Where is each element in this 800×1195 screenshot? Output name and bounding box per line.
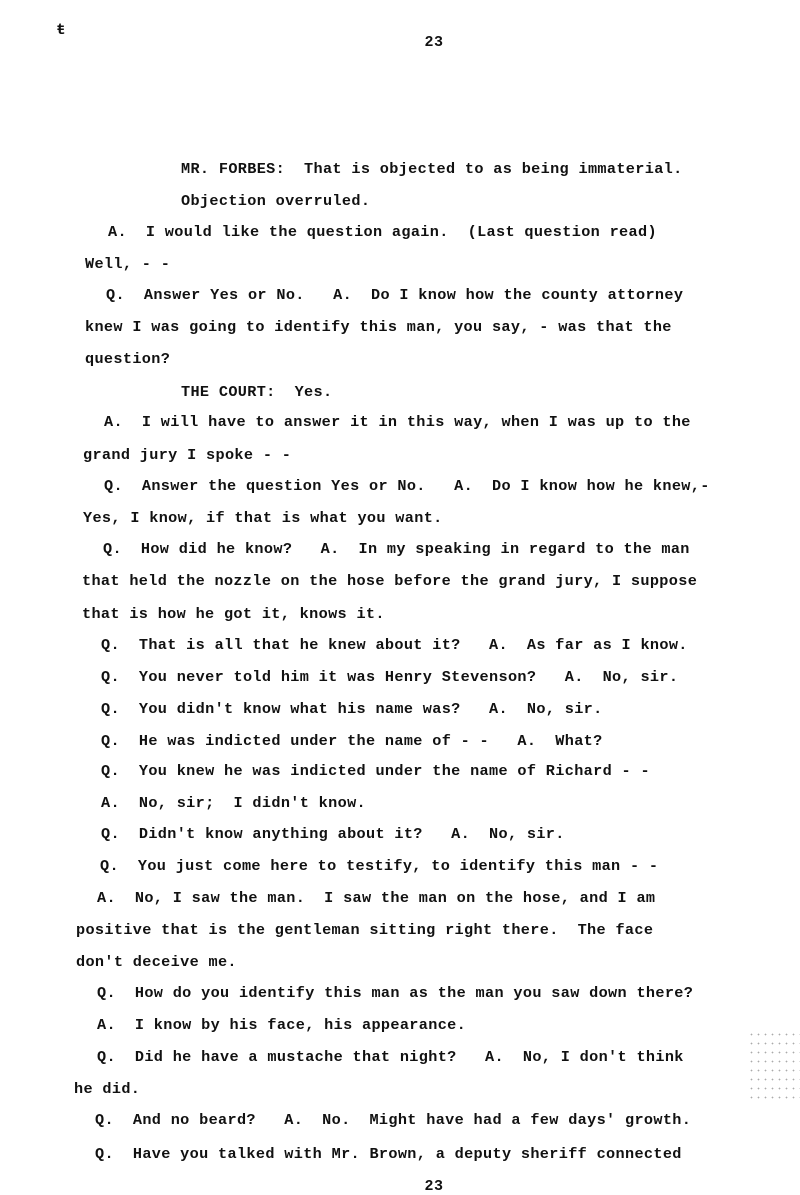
- transcript-line: question?: [85, 350, 171, 368]
- transcript-line: Q. You just come here to testify, to identify this man - -: [100, 857, 659, 875]
- transcript-line: Q. Didn't know anything about it? A. No, sir.: [101, 825, 565, 843]
- transcript-line: positive that is the gentleman sitting right there. The face: [76, 921, 654, 939]
- transcript-line: Q. You knew he was indicted under the name of Richard - -: [101, 762, 650, 780]
- transcript-line: Q. You never told him it was Henry Stevenson? A. No, sir.: [101, 668, 679, 686]
- transcript-line: grand jury I spoke - -: [83, 446, 292, 464]
- transcript-line: A. No, sir; I didn't know.: [101, 794, 366, 812]
- transcript-line: Q. Have you talked with Mr. Brown, a deputy sheriff connected: [95, 1145, 682, 1163]
- transcript-line: A. I would like the question again. (Last question read): [108, 223, 657, 241]
- transcript-line: Objection overruled.: [181, 192, 371, 210]
- transcript-line: Q. Did he have a mustache that night? A. No, I don't think: [97, 1048, 684, 1066]
- transcript-line: don't deceive me.: [76, 953, 237, 971]
- transcript-line: Q. How did he know? A. In my speaking in regard to the man: [103, 540, 690, 558]
- transcript-line: A. I will have to answer it in this way, when I was up to the: [104, 413, 691, 431]
- page-number-top: 23: [424, 34, 444, 51]
- transcript-line: Q. He was indicted under the name of - - A. What?: [101, 732, 603, 750]
- transcript-line: he did.: [74, 1080, 141, 1098]
- transcript-line: Q. And no beard? A. No. Might have had a few days' growth.: [95, 1111, 692, 1129]
- transcript-line: Well, - -: [85, 255, 171, 273]
- transcript-line: Q. Answer the question Yes or No. A. Do I know how he knew,-: [104, 477, 710, 495]
- transcript-line: knew I was going to identify this man, you say, - was that the: [85, 318, 672, 336]
- transcript-line: Q. How do you identify this man as the man you saw down there?: [97, 984, 694, 1002]
- transcript-line: THE COURT: Yes.: [181, 383, 333, 401]
- scan-noise: [748, 1030, 800, 1100]
- transcript-line: Q. You didn't know what his name was? A. No, sir.: [101, 700, 603, 718]
- transcript-line: that held the nozzle on the hose before the grand jury, I suppose: [82, 572, 698, 590]
- transcript-line: MR. FORBES: That is objected to as being immaterial.: [181, 160, 683, 178]
- transcript-line: A. I know by his face, his appearance.: [97, 1016, 467, 1034]
- transcript-line: Yes, I know, if that is what you want.: [83, 509, 443, 527]
- transcript-line: A. No, I saw the man. I saw the man on the hose, and I am: [97, 889, 656, 907]
- corner-mark: ŧ: [56, 21, 66, 39]
- transcript-line: that is how he got it, knows it.: [82, 605, 385, 623]
- transcript-line: Q. Answer Yes or No. A. Do I know how the county attorney: [106, 286, 684, 304]
- transcript-line: Q. That is all that he knew about it? A. As far as I know.: [101, 636, 688, 654]
- page-number-bottom: 23: [424, 1178, 444, 1195]
